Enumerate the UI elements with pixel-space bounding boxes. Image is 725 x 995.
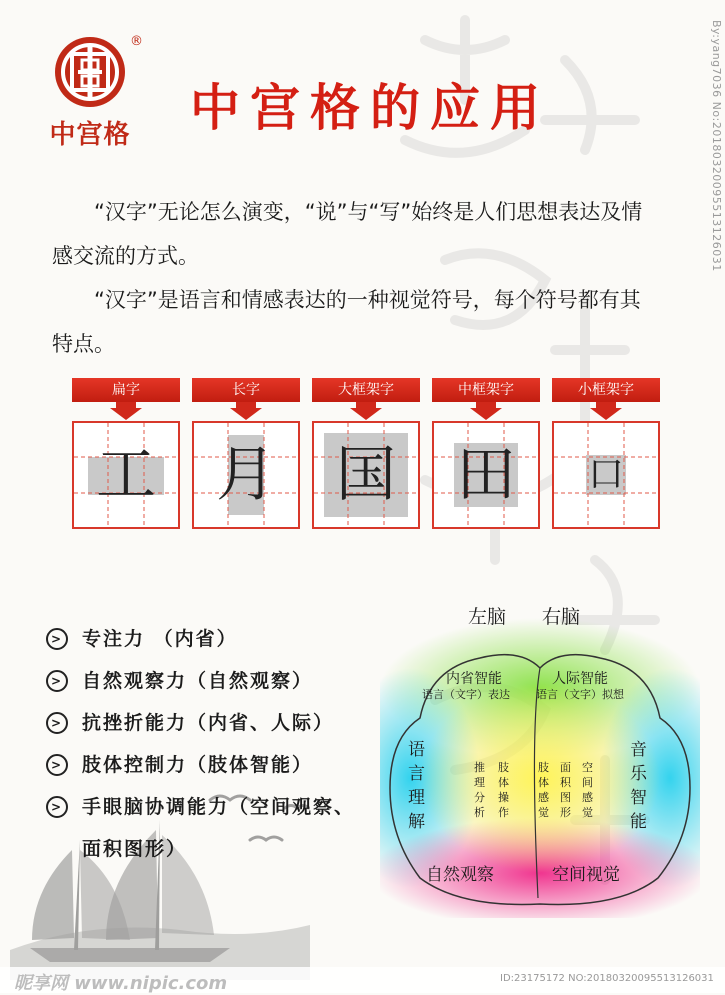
body-feel-label: 肢体感觉 xyxy=(538,761,549,819)
char-grid-box xyxy=(432,421,540,529)
down-arrow-icon xyxy=(590,402,622,420)
body-operation-label: 肢体操作 xyxy=(498,761,509,819)
chevron-right-icon: > xyxy=(46,628,68,650)
nature-label: 自然观察 xyxy=(426,865,494,885)
char-glyph: 工 xyxy=(96,440,156,510)
abilities-list xyxy=(46,618,366,870)
reasoning-label: 推理分析 xyxy=(474,761,485,819)
ability-text: 自然观察力（自然观察） xyxy=(82,670,314,692)
character-examples xyxy=(72,378,662,538)
interpersonal-sub: 语言（文字）拟想 xyxy=(536,688,624,701)
interpersonal-title: 人际智能 xyxy=(552,671,608,687)
char-label: 大框架字 xyxy=(312,378,420,402)
list-item xyxy=(46,702,366,744)
char-grid-box xyxy=(192,421,300,529)
music-label: 音乐智能 xyxy=(630,740,647,832)
char-label: 中框架字 xyxy=(432,378,540,402)
ability-text: 手眼脑协调能力（空间观察、面积图形） xyxy=(82,796,356,860)
watermark-site: 昵享网 www.nipic.com xyxy=(14,973,228,994)
list-item xyxy=(46,744,366,786)
space-vision-label: 空间视觉 xyxy=(552,865,620,885)
logo-emblem-icon xyxy=(52,34,128,110)
char-label: 扁字 xyxy=(72,378,180,402)
left-brain-label: 左脑 xyxy=(468,606,507,628)
watermark-id: ID:23175172 NO:20180320095513126031 xyxy=(500,973,714,984)
space-feel-label: 空间感觉 xyxy=(582,761,593,819)
chevron-right-icon: > xyxy=(46,712,68,734)
down-arrow-icon xyxy=(110,402,142,420)
logo-text: 中宫格 xyxy=(49,120,131,150)
char-label: 长字 xyxy=(192,378,300,402)
page-title: 中宫格的应用 xyxy=(190,78,550,137)
intrapersonal-title: 内省智能 xyxy=(446,671,502,687)
char-glyph: 田 xyxy=(456,440,516,510)
side-credit: By:yang7036 No:20180320095513126031 xyxy=(710,20,723,272)
list-item xyxy=(46,660,366,702)
intrapersonal-sub: 语言（文字）表达 xyxy=(422,688,510,701)
ability-text: 抗挫折能力（内省、人际） xyxy=(82,712,335,734)
language-label: 语言理解 xyxy=(408,740,425,832)
ability-text: 专注力 （内省） xyxy=(82,628,238,650)
intro-paragraph-2: “汉字”是语言和情感表达的一种视觉符号，每个符号都有其特点。 xyxy=(52,288,641,356)
list-item xyxy=(46,786,366,870)
list-item xyxy=(46,618,366,660)
chevron-right-icon: > xyxy=(46,754,68,776)
registered-mark: ® xyxy=(130,34,143,49)
char-label: 小框架字 xyxy=(552,378,660,402)
watermark-bar xyxy=(0,967,725,993)
char-grid-box xyxy=(552,421,660,529)
down-arrow-icon xyxy=(470,402,502,420)
brain-diagram xyxy=(380,598,700,918)
char-glyph: 月 xyxy=(216,440,276,510)
char-grid-box xyxy=(312,421,420,529)
char-glyph: 国 xyxy=(336,440,396,510)
brand-logo xyxy=(38,34,148,154)
char-grid-box xyxy=(72,421,180,529)
chevron-right-icon: > xyxy=(46,796,68,818)
char-glyph: 口 xyxy=(587,454,624,495)
intro-paragraph-1: “汉字”无论怎么演变，“说”与“写”始终是人们思想表达及情感交流的方式。 xyxy=(52,200,643,268)
ability-text: 肢体控制力（肢体智能） xyxy=(82,754,314,776)
area-label: 面积图形 xyxy=(560,761,571,819)
right-brain-label: 右脑 xyxy=(542,606,581,628)
chevron-right-icon: > xyxy=(46,670,68,692)
down-arrow-icon xyxy=(350,402,382,420)
down-arrow-icon xyxy=(230,402,262,420)
